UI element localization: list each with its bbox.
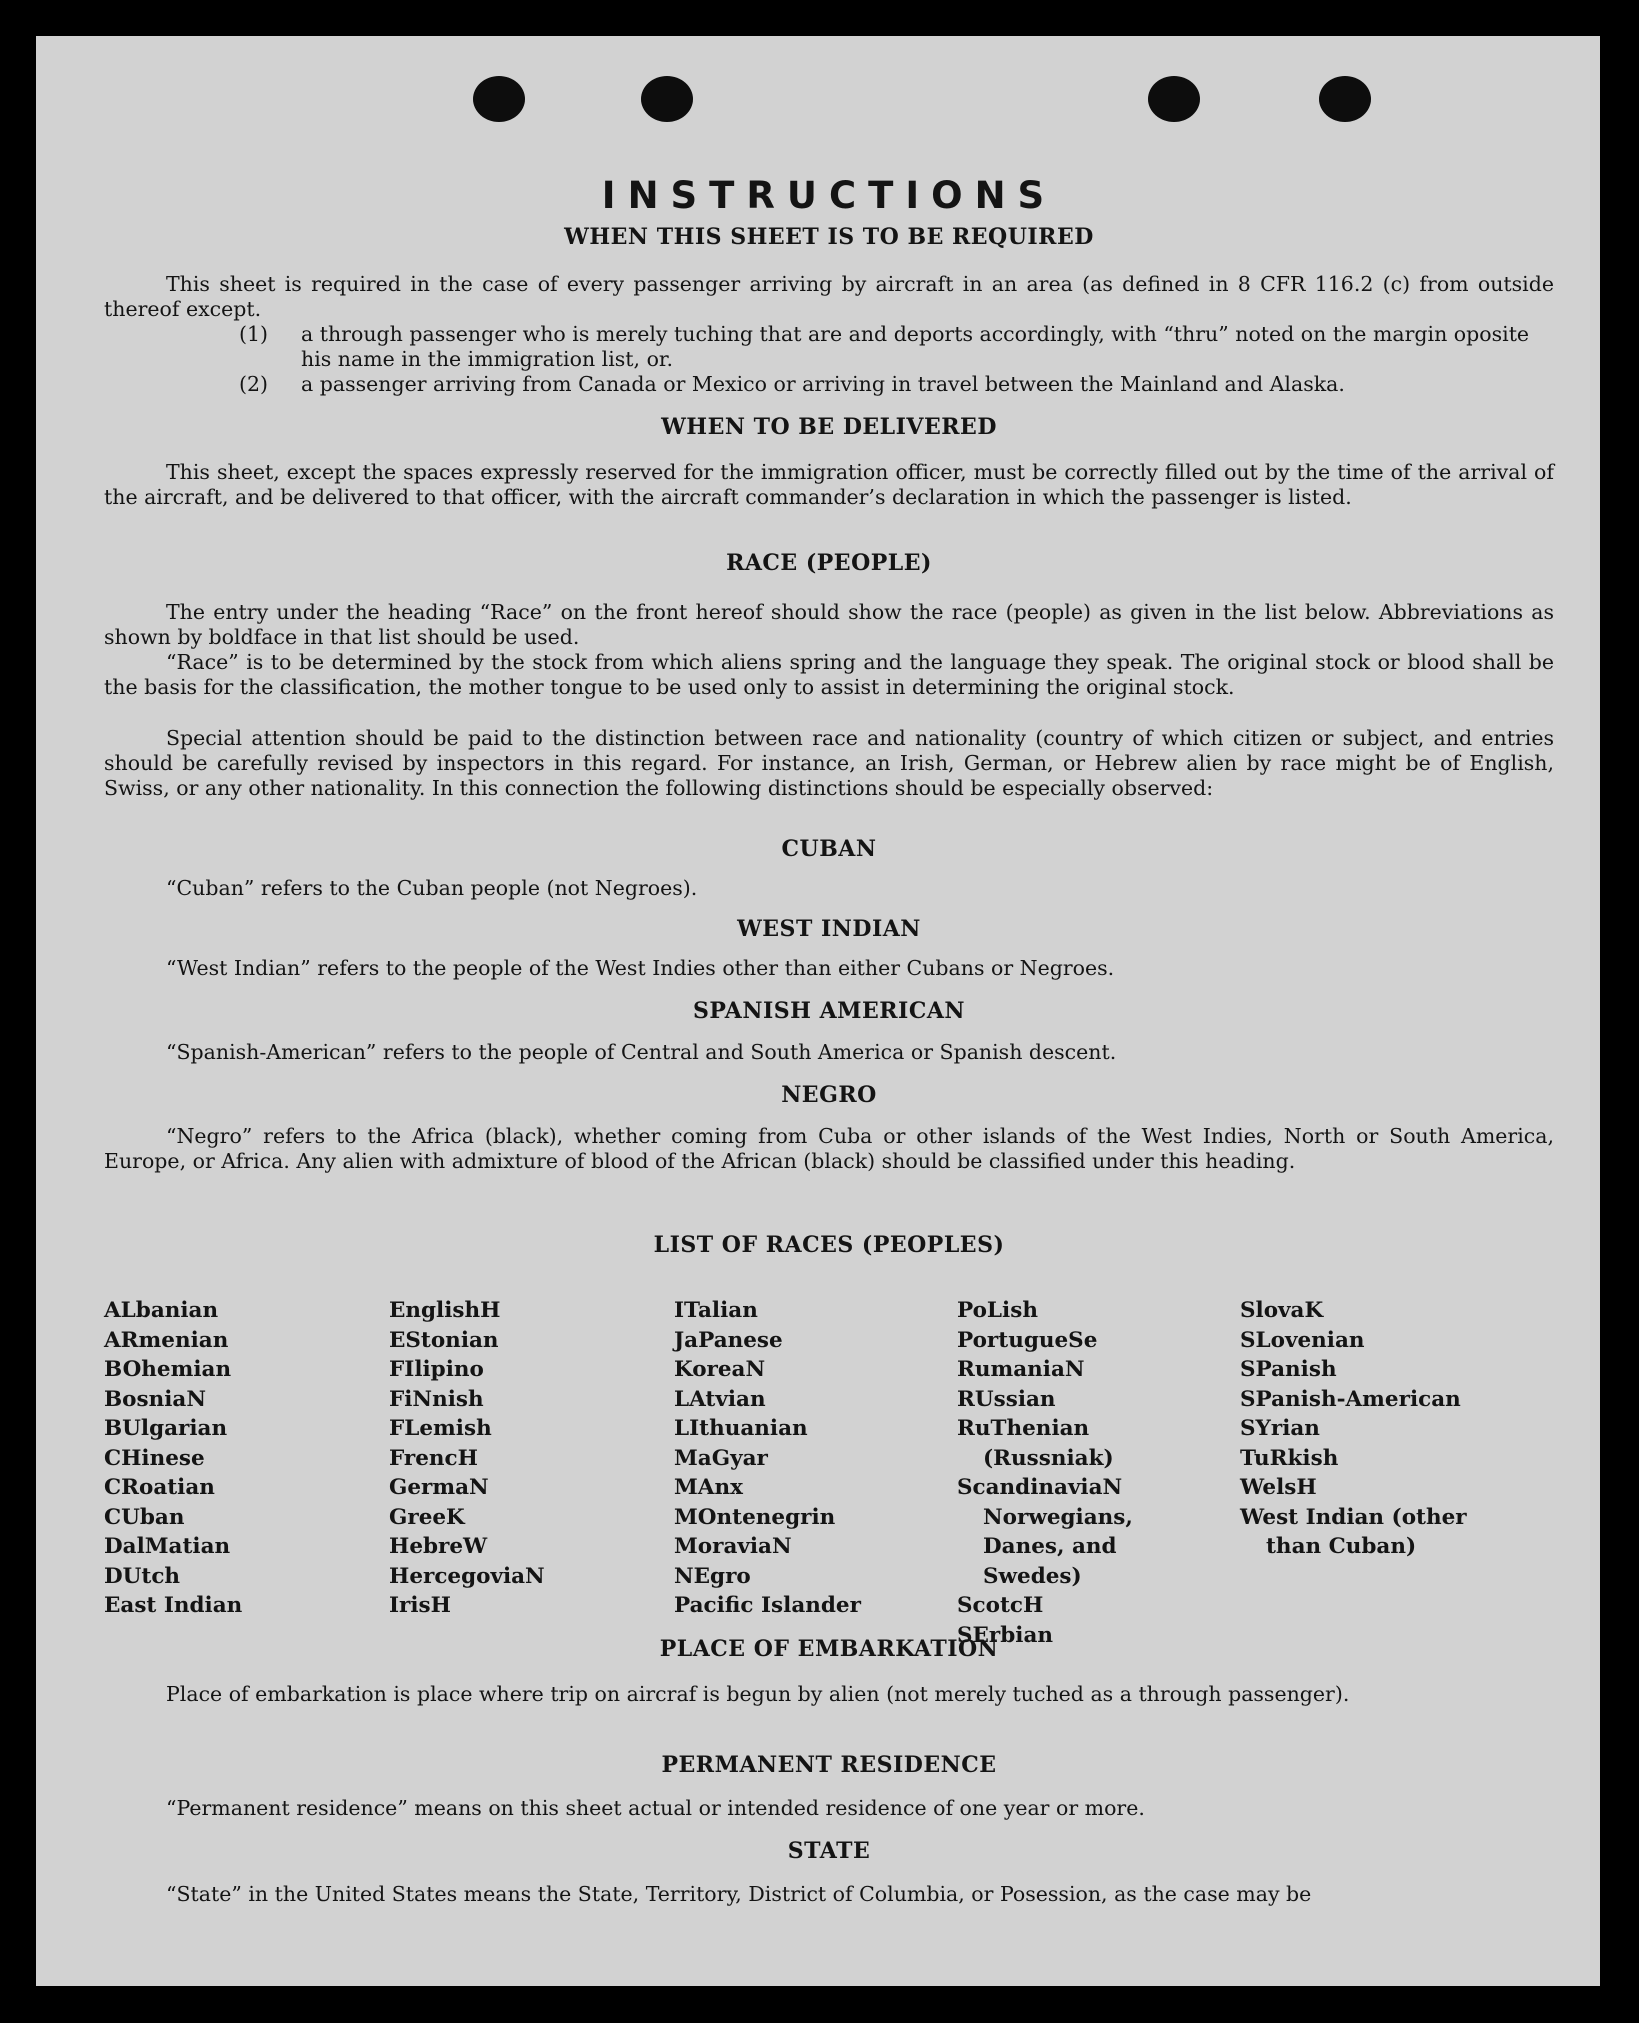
race-item: MAnx bbox=[674, 1475, 743, 1500]
race-item: LAtvian bbox=[674, 1386, 766, 1412]
race-item: JaPanese bbox=[674, 1327, 783, 1353]
west-indian-text: “West Indian” refers to the people of the West Indies other than either Cubans or Negroes. bbox=[166, 956, 1115, 980]
heading-when-required: WHEN THIS SHEET IS TO BE REQUIRED bbox=[564, 224, 1094, 250]
race-item: EStonian bbox=[389, 1327, 499, 1353]
race-item: MaGyar bbox=[674, 1445, 768, 1471]
race-item: SlovaK bbox=[1240, 1298, 1324, 1323]
race-item: GreeK bbox=[389, 1504, 465, 1530]
required-item-2 bbox=[239, 372, 1554, 397]
race-column bbox=[674, 1296, 944, 1621]
race-paragraph-2: “Race” is to be determined by the stock from which aliens spring and the language they speak. The original stock or blood shall be the basis for the classification, the mother tongue to be used only to assist in determining the original stock. bbox=[104, 650, 1554, 699]
required-item-1 bbox=[239, 322, 1554, 372]
punch-hole bbox=[1319, 76, 1371, 122]
race-item: CUban bbox=[104, 1504, 185, 1530]
embarkation-text: Place of embarkation is place where trip on aircraf is begun by alien (not merely tuched as a through passenger). bbox=[166, 1682, 1350, 1706]
race-item: GermaN bbox=[389, 1475, 489, 1500]
item-number: (1) bbox=[239, 322, 269, 346]
race-item: FrencH bbox=[389, 1445, 478, 1471]
race-paragraph-3: Special attention should be paid to the distinction between race and nationality (country of which citizen or subject, and entries should be carefully revised by inspectors in this regard. For instance, an Irish, German, or Hebrew alien by race might be of English, Swiss, or any other nationality. In this connection the following distinctions should be especially observed: bbox=[104, 726, 1554, 800]
race-item: MoraviaN bbox=[674, 1534, 792, 1559]
race-column bbox=[1240, 1296, 1480, 1562]
required-intro: This sheet is required in the case of every passenger arriving by aircraft in an area (as defined in 8 CFR 116.2 (c) from outside thereof except. bbox=[104, 272, 1554, 321]
race-item: FLemish bbox=[389, 1416, 492, 1441]
race-item: DalMatian bbox=[104, 1534, 231, 1559]
race-item: Pacific Islander bbox=[674, 1593, 861, 1618]
state-text: “State” in the United States means the State, Territory, District of Columbia, or Posession, as the case may be bbox=[166, 1882, 1312, 1906]
negro-text: “Negro” refers to the Africa (black), whether coming from Cuba or other islands of the West Indies, North or South America, Europe, or Africa. Any alien with admixture of blood of the African (black) should be classified under this heading. bbox=[104, 1124, 1554, 1173]
race-column bbox=[104, 1296, 374, 1621]
heading-cuban: CUBAN bbox=[781, 836, 877, 862]
heading-race: RACE (PEOPLE) bbox=[726, 550, 932, 576]
delivered-text: This sheet, except the spaces expressly reserved for the immigration officer, must be correctly filled out by the time of the arrival of the aircraft, and be delivered to that officer, with the aircraft commander’s declaration in which the passenger is listed. bbox=[104, 460, 1554, 509]
race-item: LIthuanian bbox=[674, 1416, 808, 1441]
race-item: ScotcH bbox=[957, 1593, 1044, 1618]
item-text: a passenger arriving from Canada or Mexico or arriving in travel between the Mainland and Alaska. bbox=[301, 372, 1345, 396]
heading-spanish-american: SPANISH AMERICAN bbox=[692, 998, 966, 1024]
race-item: RUssian bbox=[957, 1386, 1056, 1412]
heading-state: STATE bbox=[787, 1838, 871, 1864]
race-item: BosniaN bbox=[104, 1386, 206, 1412]
race-item: CHinese bbox=[104, 1445, 205, 1471]
race-item: RuThenian (Russniak) bbox=[957, 1416, 1114, 1471]
race-item: PortugueSe bbox=[957, 1327, 1098, 1353]
race-item: West Indian (other than Cuban) bbox=[1240, 1504, 1467, 1559]
race-list bbox=[104, 1296, 1554, 1648]
heading-permanent-residence: PERMANENT RESIDENCE bbox=[661, 1752, 997, 1778]
punch-hole bbox=[641, 76, 693, 122]
race-item: SPanish bbox=[1240, 1357, 1337, 1382]
race-item: SYrian bbox=[1240, 1416, 1320, 1441]
residence-text: “Permanent residence” means on this sheet actual or intended residence of one year or more. bbox=[166, 1796, 1145, 1820]
race-item: SLovenian bbox=[1240, 1327, 1365, 1353]
item-text: a through passenger who is merely tuching that are and deports accordingly, with “thru” noted on the margin oposite his name in the immigration list, or. bbox=[301, 322, 1530, 371]
race-item: ITalian bbox=[674, 1298, 758, 1323]
race-item: KoreaN bbox=[674, 1357, 766, 1382]
race-item: HercegoviaN bbox=[389, 1563, 545, 1589]
race-item: ScandinaviaN Norwegians, Danes, and Swedes) bbox=[957, 1475, 1133, 1589]
race-item: DUtch bbox=[104, 1563, 181, 1589]
punch-hole bbox=[1148, 76, 1200, 122]
spanish-american-text: “Spanish-American” refers to the people of Central and South America or Spanish descent. bbox=[166, 1040, 1117, 1064]
race-item: NEgro bbox=[674, 1563, 751, 1589]
heading-negro: NEGRO bbox=[781, 1082, 877, 1108]
race-paragraph-1: The entry under the heading “Race” on the front hereof should show the race (people) as given in the list below. Abbreviations as shown by boldface in that list should be used. bbox=[104, 600, 1554, 649]
page-title: INSTRUCTIONS bbox=[601, 174, 1057, 217]
punch-hole bbox=[473, 76, 525, 122]
race-item: SErbian bbox=[957, 1622, 1054, 1648]
race-column bbox=[957, 1296, 1202, 1650]
race-item: CRoatian bbox=[104, 1475, 215, 1500]
race-item: IrisH bbox=[389, 1593, 451, 1618]
heading-when-delivered: WHEN TO BE DELIVERED bbox=[661, 414, 997, 440]
heading-west-indian: WEST INDIAN bbox=[737, 916, 921, 942]
race-item: WelsH bbox=[1240, 1475, 1317, 1500]
race-item: ARmenian bbox=[104, 1327, 229, 1353]
document-page bbox=[36, 36, 1600, 1986]
race-item: RumaniaN bbox=[957, 1357, 1085, 1382]
race-column bbox=[389, 1296, 659, 1621]
race-item: EnglishH bbox=[389, 1298, 501, 1323]
cuban-text: “Cuban” refers to the Cuban people (not Negroes). bbox=[166, 876, 698, 900]
race-item: East Indian bbox=[104, 1593, 243, 1618]
item-number: (2) bbox=[239, 372, 269, 396]
race-item: ALbanian bbox=[104, 1298, 219, 1323]
heading-place-of-embarkation: PLACE OF EMBARKATION bbox=[659, 1636, 999, 1662]
race-item: HebreW bbox=[389, 1534, 488, 1559]
race-item: BUlgarian bbox=[104, 1416, 228, 1441]
race-item: PoLish bbox=[957, 1298, 1038, 1323]
heading-list-of-races: LIST OF RACES (PEOPLES) bbox=[653, 1232, 1005, 1258]
race-item: MOntenegrin bbox=[674, 1504, 836, 1530]
race-item: FIlipino bbox=[389, 1357, 484, 1382]
race-item: TuRkish bbox=[1240, 1445, 1339, 1471]
race-item: BOhemian bbox=[104, 1357, 232, 1382]
race-item: SPanish-American bbox=[1240, 1386, 1461, 1412]
race-item: FiNnish bbox=[389, 1386, 484, 1412]
